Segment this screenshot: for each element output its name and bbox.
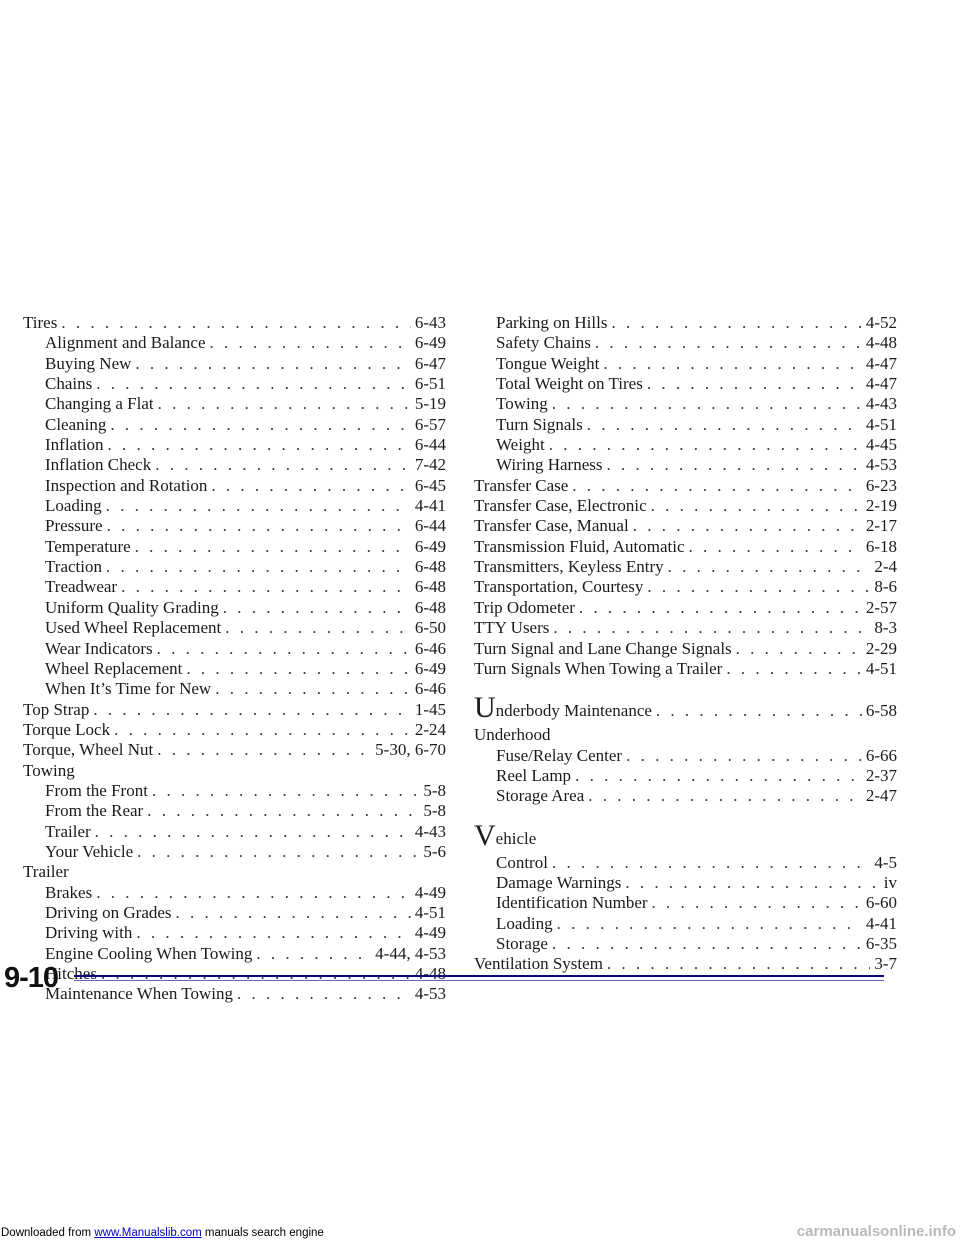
index-entry [23,679,446,699]
page-reference: 6-47 [414,353,446,373]
dot-leader [137,842,419,862]
entry-label: Loading [45,496,102,516]
section-initial: U [474,697,496,725]
entry-label: Inflation [45,435,104,455]
footer-rule [74,975,884,981]
entry-label-rest: nderbody Maintenance [495,701,652,721]
page-reference: 8-6 [874,577,897,597]
dot-leader [595,333,862,353]
entry-label: Traction [45,557,102,577]
dot-leader [611,313,861,333]
page-reference: 5-6 [423,841,446,861]
page-reference: 6-46 [414,679,446,699]
index-entry [23,476,446,496]
entry-label: Turn Signals [496,414,583,434]
page-reference: 4-47 [865,353,897,373]
page-reference: 4-43 [865,394,897,414]
index-entry [23,883,446,903]
dot-leader [93,700,410,720]
entry-label: Turn Signal and Lane Change Signals [474,638,732,658]
entry-label: Cleaning [45,414,107,434]
index-entry [474,853,897,873]
index-entry [23,435,446,455]
page-reference: 8-3 [874,618,897,638]
page-reference: 6-44 [414,516,446,536]
dot-leader [155,455,411,475]
page-reference: 4-41 [414,496,446,516]
index-entry [23,455,446,475]
page-reference: 4-49 [414,882,446,902]
index-entry [23,618,446,638]
index-entry [474,725,897,745]
entry-label: Storage Area [496,786,585,806]
page-reference: 6-23 [865,475,897,495]
index-entry [474,659,897,679]
dot-leader [106,496,411,516]
index-entry [474,476,897,496]
entry-label: When It’s Time for New [45,679,212,699]
dot-leader [647,577,870,597]
index-entry [474,934,897,954]
entry-label [474,697,652,725]
index-column-left [23,313,446,1005]
index-entry [23,923,446,943]
page-reference: 5-8 [423,801,446,821]
index-entry [474,825,897,853]
dot-leader [121,577,411,597]
page-reference: 2-24 [414,719,446,739]
page-reference: 4-53 [865,455,897,475]
index-entry [23,598,446,618]
index-entry [23,415,446,435]
index-entry [23,516,446,536]
index-entry [23,944,446,964]
dot-leader [223,598,411,618]
dot-leader [107,516,411,536]
page-reference: 6-66 [865,745,897,765]
entry-label: Your Vehicle [45,841,134,861]
entry-label: Tires [23,313,58,332]
entry-label: Torque, Wheel Nut [23,740,154,760]
entry-label: Control [496,852,548,872]
index-entry [23,903,446,923]
entry-label: Inspection and Rotation [45,475,208,495]
page-reference: 4-5 [874,852,897,872]
page-reference: 6-35 [865,933,897,953]
page-reference: 4-41 [865,913,897,933]
entry-label: Temperature [45,536,131,556]
entry-label: Transmission Fluid, Automatic [474,536,685,556]
entry-label: Wear Indicators [45,638,153,658]
dot-leader [157,740,371,760]
index-entry [474,786,897,806]
page-reference: 1-45 [414,699,446,719]
index-entry [474,374,897,394]
index-entry [23,842,446,862]
page-reference: 4-53 [414,984,446,1004]
dot-leader [633,516,862,536]
page-reference: 6-50 [414,618,446,638]
page-reference: 6-48 [414,557,446,577]
dot-leader [136,923,410,943]
index-entry [474,697,897,725]
index-entry [23,313,446,333]
page-reference: 5-8 [423,780,446,800]
dot-leader [552,853,870,873]
dot-leader [96,374,411,394]
index-entry [474,766,897,786]
dot-leader [603,354,861,374]
entry-label: Transfer Case, Electronic [474,496,647,516]
dot-leader [110,415,410,435]
dot-leader [736,639,862,659]
entry-label: Treadwear [45,577,118,597]
page-reference: 6-60 [865,893,897,913]
entry-label: Pressure [45,516,103,536]
page-reference: iv [883,872,897,892]
page-reference: 2-4 [874,557,897,577]
index-entry [23,496,446,516]
index-entry [23,984,446,1004]
entry-label: TTY Users [474,618,550,638]
entry-label: Trailer [45,821,91,841]
dot-leader [147,801,419,821]
entry-label: Safety Chains [496,333,591,353]
page-reference: 2-57 [865,597,897,617]
dot-leader [549,435,862,455]
dot-leader [108,435,411,455]
source-suffix: manuals search engine [201,1227,324,1239]
index-entry [23,659,446,679]
page-reference: 6-49 [414,536,446,556]
page-reference: 2-17 [865,516,897,536]
index-entry [23,822,446,842]
page-reference: 2-47 [865,786,897,806]
page-reference: 5-30, 6-70 [375,740,446,760]
dot-leader [158,394,411,414]
entry-label: Uniform Quality Grading [45,597,219,617]
dot-leader [157,639,411,659]
index-entry [474,873,897,893]
watermark: carmanualsonline.info [796,1223,956,1240]
dot-leader [647,374,862,394]
index-entry [23,374,446,394]
index-entry [474,333,897,353]
entry-label: Transfer Case, Manual [474,516,629,536]
entry-label: Engine Cooling When Towing [45,943,253,963]
page-reference: 6-48 [414,597,446,617]
page-reference: 3-7 [874,954,897,974]
index-entry [23,862,446,882]
dot-leader [186,659,410,679]
entry-label: Fuse/Relay Center [496,745,623,765]
dot-leader [114,720,411,740]
entry-label: Driving on Grades [45,902,172,922]
dot-leader [606,455,861,475]
entry-label: Torque Lock [23,719,111,739]
index-entry [474,415,897,435]
page-reference: 6-43 [414,313,446,332]
page-reference: 4-45 [865,435,897,455]
page-reference: 6-58 [865,701,897,721]
dot-leader [61,313,410,333]
page-reference: 4-51 [414,902,446,922]
dot-leader [96,883,411,903]
dot-leader [237,984,411,1004]
page-reference: 4-48 [865,333,897,353]
entry-label: Loading [496,913,553,933]
entry-label: Total Weight on Tires [496,374,643,394]
index-entry [474,557,897,577]
page-reference: 6-46 [414,638,446,658]
index-entry [474,313,897,333]
index-entry [474,577,897,597]
dot-leader [256,944,371,964]
dot-leader [688,537,861,557]
dot-leader [656,697,862,725]
index-entry [474,537,897,557]
dot-leader [607,954,870,974]
entry-label-rest: ehicle [495,828,537,848]
dot-leader [625,873,879,893]
index-entry [23,333,446,353]
page-reference: 6-44 [414,435,446,455]
dot-leader [588,786,862,806]
entry-label: Maintenance When Towing [45,984,233,1004]
page-reference: 6-18 [865,536,897,556]
index-entry [23,557,446,577]
entry-label: Brakes [45,882,93,902]
entry-label: Chains [45,374,93,394]
index-entry [23,394,446,414]
entry-label: Underhood [474,725,551,745]
entry-label: Reel Lamp [496,765,572,785]
dot-leader [572,476,862,496]
entry-label: Hitches [45,964,97,983]
dot-leader [95,822,411,842]
index-entry [23,781,446,801]
dot-leader [135,354,410,374]
page-reference: 2-19 [865,496,897,516]
index-column-right [474,313,897,975]
entry-label: Buying New [45,353,132,373]
entry-label: Alignment and Balance [45,333,206,353]
index-entry [474,746,897,766]
page-reference: 4-51 [865,658,897,678]
index-entry [474,455,897,475]
index-entry [474,598,897,618]
index-entry [474,516,897,536]
dot-leader [553,618,870,638]
entry-label: Ventilation System [474,954,603,974]
dot-leader [552,934,862,954]
entry-label: Transfer Case [474,475,569,495]
page-reference: 6-51 [414,374,446,394]
page-reference: 4-43 [414,821,446,841]
dot-leader [557,914,862,934]
dot-leader [225,618,411,638]
dot-leader [726,659,862,679]
entry-label: Inflation Check [45,455,152,475]
entry-label: Trailer [23,862,69,882]
dot-leader [626,746,862,766]
index-entry [474,394,897,414]
dot-leader [210,333,411,353]
index-entry [23,354,446,374]
index-entry [23,801,446,821]
index-entry [474,618,897,638]
index-entry [23,537,446,557]
index-entry [474,639,897,659]
dot-leader [211,476,410,496]
entry-label: Transmitters, Keyless Entry [474,557,664,577]
page-reference: 4-44, 4-53 [375,943,446,963]
dot-leader [668,557,871,577]
page-reference: 4-47 [865,374,897,394]
section-initial: V [474,824,496,852]
index-entry [23,720,446,740]
entry-label: Storage [496,933,548,953]
dot-leader [106,557,411,577]
index-entry [474,914,897,934]
entry-label: Trip Odometer [474,597,575,617]
entry-label: Wheel Replacement [45,658,183,678]
page-reference: 2-29 [865,638,897,658]
dot-leader [176,903,411,923]
page-reference: 6-49 [414,658,446,678]
entry-label [474,824,537,852]
entry-label: Wiring Harness [496,455,603,475]
dot-leader [579,598,862,618]
entry-label: Turn Signals When Towing a Trailer [474,658,723,678]
page-reference: 6-48 [414,577,446,597]
entry-label: Damage Warnings [496,872,622,892]
dot-leader [152,781,419,801]
download-source-line [1,1227,324,1239]
index-entry [23,740,446,760]
index-entry [23,577,446,597]
dot-leader [651,496,862,516]
source-prefix: Downloaded from [1,1227,95,1239]
entry-label: Changing a Flat [45,394,154,414]
entry-label: Used Wheel Replacement [45,618,222,638]
entry-label: From the Rear [45,801,144,821]
entry-label: From the Front [45,780,148,800]
dot-leader [552,394,862,414]
index-entry [474,354,897,374]
dot-leader [587,415,862,435]
entry-label: Parking on Hills [496,313,608,332]
index-entry [474,954,897,974]
page-number: 9-10 [4,962,59,994]
index-entry [23,761,446,781]
dot-leader [652,893,862,913]
page-reference: 4-48 [414,964,446,983]
manualslib-link[interactable]: www.Manualslib.com [94,1227,202,1239]
dot-leader [215,679,411,699]
page-reference: 4-49 [414,923,446,943]
index-entry [23,700,446,720]
entry-label: Transportation, Courtesy [474,577,644,597]
page-reference: 4-52 [865,313,897,332]
page-reference: 4-51 [865,414,897,434]
index-entry [474,435,897,455]
page-reference: 6-49 [414,333,446,353]
entry-label: Weight [496,435,545,455]
page-reference: 5-19 [414,394,446,414]
page-reference: 7-42 [414,455,446,475]
entry-label: Top Strap [23,699,90,719]
entry-label: Tongue Weight [496,353,600,373]
index-entry [474,893,897,913]
entry-label: Identification Number [496,893,648,913]
dot-leader [135,537,411,557]
entry-label: Towing [23,760,75,780]
entry-label: Towing [496,394,548,414]
dot-leader [575,766,862,786]
entry-label: Driving with [45,923,133,943]
index-entry [23,639,446,659]
page-reference: 6-57 [414,414,446,434]
index-entry [474,496,897,516]
page-reference: 6-45 [414,475,446,495]
page-reference: 2-37 [865,765,897,785]
